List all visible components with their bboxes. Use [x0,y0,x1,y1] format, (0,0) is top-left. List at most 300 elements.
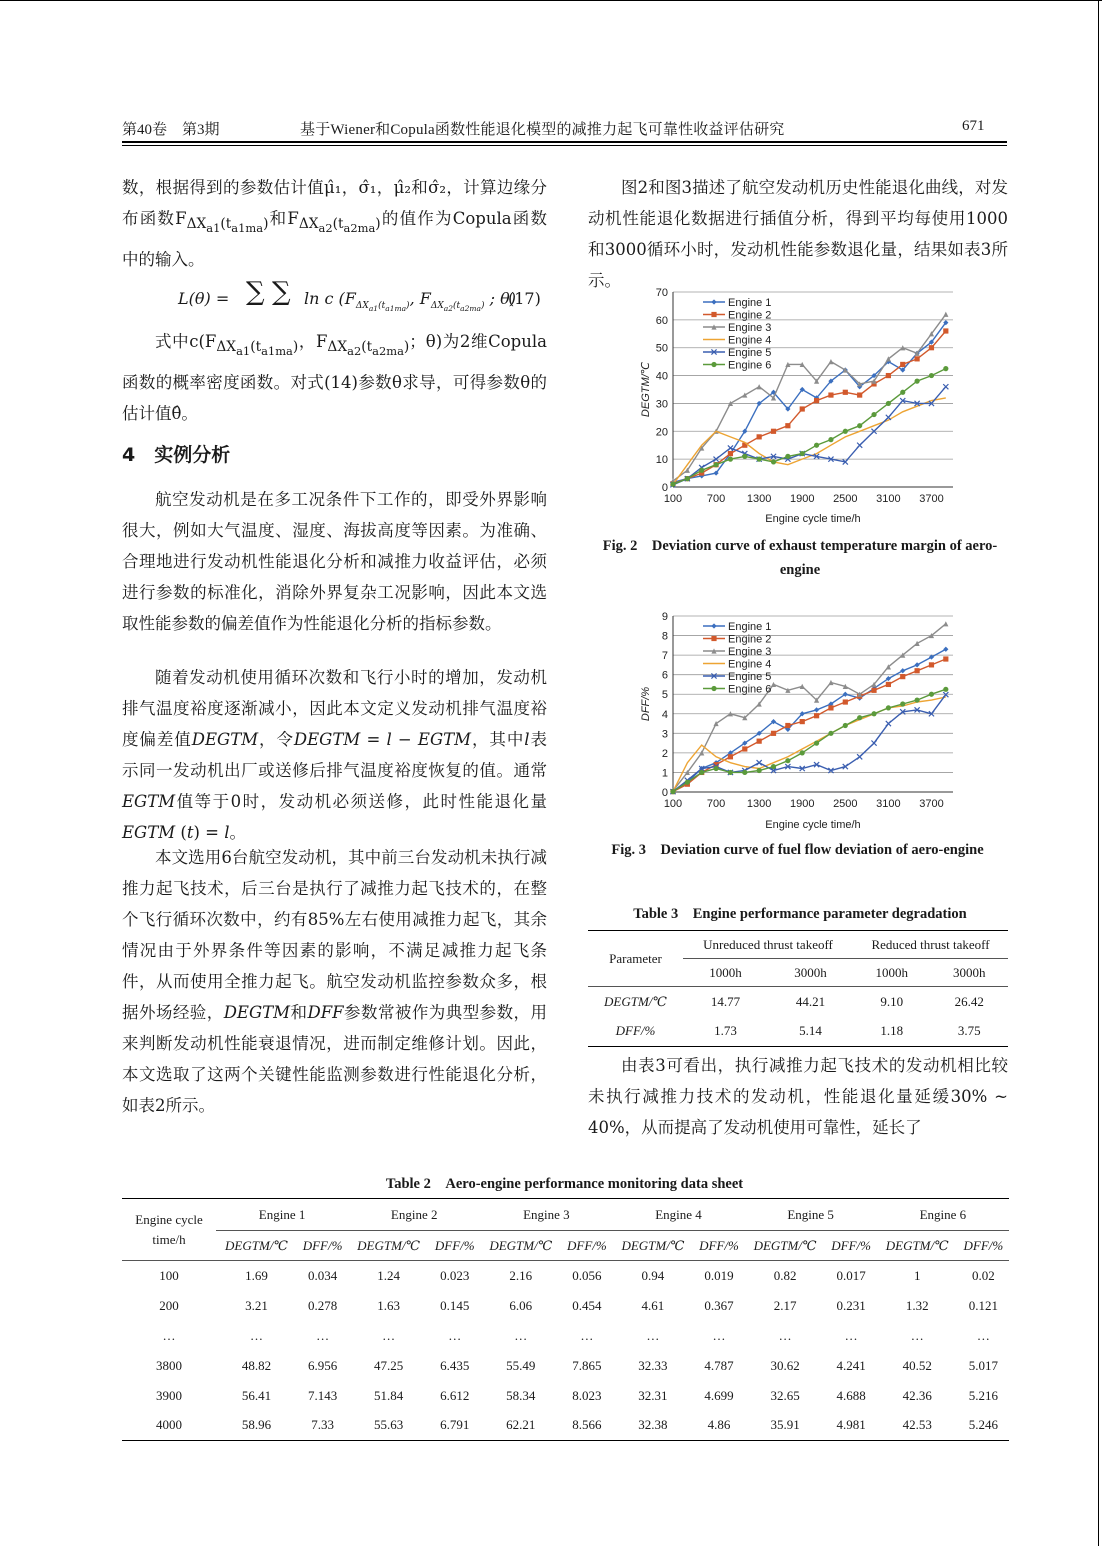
table2-engine-header: Engine 2 [348,1199,480,1231]
table3-cell: 26.42 [954,993,984,1009]
data-point [785,723,790,728]
data-point [711,312,716,317]
table2-engine-header: Engine 6 [877,1199,1009,1231]
data-point [857,443,862,448]
x-tick-label: 700 [706,493,726,505]
data-point [800,719,805,724]
left-paragraph-3: 航空发动机是在多工况条件下工作的，即受外界影响很大，例如大气温度、湿度、海拔高度等因素。为准确、合理地进行发动机性能退化分析和减推力收益评估，必须进行参数的标准化，消除外界复杂工况影响，因此本文选取性能参数的偏差值作为性能退化分析的指标参数。 [122,490,547,633]
left-paragraph-2: 式中$c(F_{\Delta X_{a1}(t_{a1ma})}$，$F_{\Delta X_{a2}(t_{a2ma})}$；θ)为2维Copula函数的概率密度函数。对式(14)参数θ求导，可得参数θ的估计值θ̂。 [122,332,547,424]
table2-engine-header: Engine 4 [612,1199,744,1231]
table2-engine-header: Engine 5 [745,1199,877,1231]
header-rule [122,141,1007,143]
table3-sub: 3000h [794,964,827,980]
table2-subheader: DFF/% [831,1237,871,1253]
table3-group1: Unreduced thrust takeoff [683,931,853,959]
table2-cell: 32.31 [638,1387,668,1403]
table2-cell: 7.143 [307,1387,338,1403]
page-number: 671 [962,118,985,134]
table2-cell: 0.02 [971,1267,995,1283]
table-2 [122,1198,1009,1441]
table2-cell: 6.791 [440,1417,470,1433]
table3-cell: 5.14 [799,1023,822,1039]
equation-lhs: L(θ) = [178,289,230,308]
table2-cell: 4.61 [641,1297,665,1313]
table2-cell: 0.367 [704,1297,734,1313]
table2-cell: 1 [913,1267,921,1283]
legend-label: Engine 6 [728,359,772,372]
y-tick-label: 50 [655,342,668,355]
table2-subheader: DEGTM/℃ [225,1237,288,1253]
table2-subheader: DFF/% [434,1237,475,1253]
legend-label: Engine 1 [728,297,772,309]
series-5 [670,692,948,794]
table2-cell: 3.21 [245,1297,268,1313]
data-point [685,780,690,785]
y-tick-label: 60 [655,314,668,327]
data-point [800,750,805,755]
data-point [929,345,934,350]
data-point [915,697,920,702]
table2-cell: 0.034 [307,1267,338,1283]
data-point [871,741,876,746]
data-point [886,721,891,726]
data-point [728,770,733,775]
legend-entry [703,322,771,334]
table2-cell: 5.216 [968,1387,998,1403]
table2-cell: 42.36 [902,1387,932,1403]
series-3 [670,309,948,484]
data-point [800,451,805,456]
data-point [871,412,876,417]
table3-sub: 3000h [953,964,986,980]
x-tick-label: 2500 [833,798,858,810]
table2-cell: 7.33 [311,1417,334,1433]
table2-cell: 4.86 [707,1417,731,1433]
table2-cell: 58.96 [241,1417,272,1433]
table2-cell: 55.49 [506,1357,536,1373]
data-point [757,739,762,744]
x-tick-label: 100 [663,798,683,810]
table3-sub: 1000h [709,964,742,980]
series-6 [670,687,948,794]
table-row [122,1411,1009,1441]
x-tick-label: 1900 [789,493,815,505]
table2-cell: … [250,1327,263,1343]
table2-cell: 6.435 [440,1357,470,1373]
figure-3-chart [635,610,965,832]
x-tick-label: 3100 [876,798,901,810]
table2-cell: 0.023 [440,1267,470,1283]
table2-subheader: DFF/% [963,1237,1004,1253]
data-point [943,384,948,389]
table2-cell: 4.699 [704,1387,734,1403]
data-point [900,668,905,673]
data-point [713,462,718,467]
table2-subheader: DEGTM/℃ [621,1237,685,1253]
data-point [929,662,934,667]
data-point [857,715,862,720]
data-point [915,668,920,673]
y-tick-label: 30 [655,398,668,411]
table2-cell: … [580,1327,594,1343]
frame-line-right [1098,0,1099,1546]
x-axis-label: Engine cycle time/h [765,819,861,831]
x-tick-label: 2500 [833,493,858,505]
table2-cell: 0.231 [836,1297,866,1313]
table3-cell: 44.21 [795,993,826,1009]
table2-cell: 1.69 [245,1267,268,1283]
data-point [943,687,948,692]
table2-cell: 5.017 [968,1357,998,1373]
table2-subheader: DEGTM/℃ [885,1237,949,1253]
table2-cell: 6.956 [307,1357,338,1373]
series-line [673,387,946,485]
data-point [871,688,876,693]
table2-cell: 0.82 [773,1267,797,1283]
series-6 [670,366,948,487]
header-volume-issue: 第40卷 第3期 [122,122,220,138]
data-point [828,731,833,736]
y-axis-label: DFF/% [640,686,652,722]
data-point [771,731,776,736]
y-axis-label: DEGTM/℃ [640,361,652,418]
table2-cell: 2.17 [773,1297,797,1313]
data-point [843,723,848,728]
data-point [800,406,805,411]
data-point [915,356,920,361]
y-tick-label: 9 [661,611,668,623]
table2-cell: … [162,1327,176,1343]
data-point [886,705,891,710]
table3-cell: 14.77 [710,993,741,1009]
data-point [886,415,891,420]
table2-cell: 40.52 [902,1357,932,1373]
data-point [814,741,819,746]
table2-cell: 1.63 [377,1297,401,1313]
data-point [886,682,891,687]
data-point [771,459,776,464]
table2-cell: … [712,1327,726,1343]
data-point [711,636,716,641]
legend-entry [703,659,771,671]
table2-subheader: DEGTM/℃ [357,1237,421,1253]
x-tick-label: 100 [663,493,683,505]
table2-cell: 58.34 [506,1387,536,1403]
x-tick-label: 1900 [789,798,815,810]
table2-subheader-row [122,1231,1009,1261]
table2-cell: … [778,1327,792,1343]
legend-label: Engine 5 [728,347,772,359]
y-tick-label: 5 [661,689,668,702]
data-point [943,366,948,371]
table-row [122,1351,1009,1381]
table2-cell: … [316,1327,330,1343]
x-tick-label: 3700 [919,798,944,810]
data-point [857,754,862,759]
table2-first-header: Engine cycle time/h [135,1211,203,1247]
table2-cell: 48.82 [241,1357,272,1373]
data-point [943,328,948,333]
table2-cell: 0.454 [572,1297,602,1313]
legend-label: Engine 6 [728,683,772,696]
data-point [943,647,948,652]
series-line [673,398,946,485]
left-paragraph-5: 本文选用6台航空发动机，其中前三台发动机未执行减推力起飞技术，后三台是执行了减推力起飞技术的，在整个飞行循环次数中，约有85%左右使用减推力起飞，其余情况由于外界条件等因素的影响，不满足减推力起飞条件，从而使用全推力起飞。航空发动机监控参数众多，根据外场经验，DEGTM和DFF参数常被作为典型参数，用来判断发动机性能衰退情况，进而制定维修计划。因此，本文选取了这两个关键性能监测参数进行性能退化分析，如表2所示。 [122,848,548,1115]
y-tick-label: 20 [655,426,668,439]
table3-sub: 1000h [875,964,909,980]
equation-number: (17) [508,289,541,308]
right-paragraph-1: 图2和图3描述了航空发动机历史性能退化曲线，对发动机性能退化数据进行插值分析，得到平均每使用1000和3000循环小时，发动机性能参数退化量，结果如表3所示。 [588,178,1008,290]
table3-cell: 9.10 [880,993,904,1009]
data-point [757,434,762,439]
table2-engine-header: Engine 3 [480,1199,612,1231]
table2-cell: 3800 [156,1357,182,1373]
table2-subheader: DFF/% [567,1237,607,1253]
left-paragraph-1: 数，根据得到的参数估计值μ̂₁，σ̂₁，μ̂₂和σ̂₂，计算边缘分布函数$F_{\Delta X_{a1}(t_{a1ma})}$和$F_{\Delta X_{a2}(t_{a2ma})}$的值作为Copula函数中的输入。 [122,178,547,270]
table2-cell: 6.612 [440,1387,470,1403]
data-point [771,429,776,434]
data-point [742,746,747,751]
table2-cell: 4.787 [704,1357,734,1373]
legend-entry [703,684,771,696]
table2-cell: 35.91 [770,1417,800,1433]
legend-label: Engine 1 [728,621,772,633]
y-tick-label: 7 [661,650,668,663]
x-axis-label: Engine cycle time/h [765,513,861,525]
data-point [814,398,819,403]
legend-entry [703,360,771,372]
data-point [900,674,905,679]
data-point [711,299,716,304]
table2-cell: 51.84 [374,1387,404,1403]
figure-3-svg [635,610,965,832]
table2-cell: 8.023 [572,1387,602,1403]
frame-line-top [0,0,1102,1]
data-point [711,362,716,367]
table2-cell: 4000 [156,1417,182,1433]
sum-symbol-k: ∑ [272,277,291,307]
data-point [814,443,819,448]
legend-entry [703,621,771,633]
legend-label: Engine 2 [728,633,772,646]
table2-cell: 30.62 [770,1357,800,1373]
table2-cell: 47.25 [374,1357,404,1373]
legend-label: Engine 5 [728,671,772,683]
table2-cell: 42.53 [902,1417,932,1433]
data-point [828,392,833,397]
x-tick-label: 1300 [746,493,772,505]
table2-cell: 0.121 [968,1297,998,1313]
x-tick-label: 1300 [746,798,772,810]
table-row [122,1291,1009,1321]
data-point [713,766,718,771]
table2-cell: … [646,1327,660,1343]
table3-cell: 1.18 [880,1023,904,1039]
table2-cell: 7.865 [572,1357,602,1373]
table2-cell: … [910,1327,924,1343]
table2-cell: 3900 [156,1387,182,1403]
x-tick-label: 700 [706,798,726,810]
table2-subheader: DFF/% [699,1237,739,1253]
data-point [728,457,733,462]
figure-2-chart [635,286,965,526]
table3-group2: Reduced thrust takeoff [853,931,1008,959]
table2-cell: … [382,1327,396,1343]
data-point [757,457,762,462]
table2-cell: 55.63 [374,1417,404,1433]
y-tick-label: 3 [661,728,668,741]
data-point [843,390,848,395]
table2-cell: 0.019 [704,1267,734,1283]
table2-cell: 200 [159,1297,179,1313]
table2-cell: 0.056 [572,1267,602,1283]
data-point [943,656,948,661]
data-point [742,770,747,775]
y-tick-label: 1 [661,767,668,780]
table2-cell: 32.33 [638,1357,668,1373]
table2-subheader: DFF/% [302,1237,343,1253]
header-rule-thin [122,145,1007,146]
data-point [857,423,862,428]
data-point [814,713,819,718]
y-tick-label: 0 [661,787,668,799]
legend-label: Engine 3 [728,322,772,334]
data-point [915,641,920,646]
y-tick-label: 10 [655,454,668,467]
data-point [828,359,833,364]
table2-engine-header: Engine 1 [216,1199,348,1231]
right-paragraph-2: 由表3可看出，执行减推力起飞技术的发动机相比较未执行减推力技术的发动机，性能退化量延缓30% ~ 40%，从而提高了发动机使用可靠性，延长了 [588,1056,1008,1137]
data-point [711,686,716,691]
data-point [728,754,733,759]
legend-label: Engine 2 [728,309,772,322]
x-tick-label: 3100 [876,493,901,505]
data-point [929,692,934,697]
table2-cell: 0.278 [307,1297,338,1313]
table2-cell: … [976,1327,990,1343]
table-row [122,1261,1009,1291]
table2-cell: 0.017 [836,1267,866,1283]
data-point [929,373,934,378]
data-point [785,758,790,763]
table2-cell: 5.246 [968,1417,998,1433]
y-tick-label: 40 [655,370,668,383]
data-point [915,379,920,384]
y-tick-label: 70 [655,287,668,299]
table2-cell: 32.38 [638,1417,668,1433]
table2-subheader: DEGTM/℃ [489,1237,553,1253]
table3-row-name: DFF/% [615,1023,656,1039]
table2-cell: 32.65 [770,1387,800,1403]
data-point [757,760,762,765]
data-point [670,789,675,794]
data-point [886,401,891,406]
y-tick-label: 2 [661,747,668,760]
table2-cell: 2.16 [509,1267,533,1283]
table3-row-name: DEGTM/℃ [604,993,667,1009]
table3-cell: 3.75 [957,1023,981,1039]
table2-cell: 4.688 [836,1387,866,1403]
legend-entry [703,646,771,658]
table-row [122,1381,1009,1411]
table2-cell: … [844,1327,858,1343]
header-title: 基于Wiener和Copula函数性能退化模型的减推力起飞可靠性收益评估研究 [300,122,785,138]
data-point [900,390,905,395]
table2-cell: 100 [159,1267,179,1283]
data-point [757,384,762,389]
table2-cell: … [448,1327,462,1343]
data-point [871,711,876,716]
equation-body: ln c ($F_{\Delta X_{a1}(t_{a1ma})}$, $F_{\Delta X_{a2}(t_{a2ma})}$ ; θ) [304,289,516,313]
legend-entry [703,297,771,309]
figure-2-caption: Fig. 2 Deviation curve of exhaust temperature margin of aero-engine [602,538,998,578]
data-point [843,699,848,704]
series-1 [670,647,948,794]
data-point [943,621,948,626]
data-point [771,764,776,769]
data-point [757,768,762,773]
left-paragraph-4: 随着发动机使用循环次数和飞行小时的增加，发动机排气温度裕度逐渐减小，因此本文定义发动机排气温度裕度偏差值DEGTM，令DEGTM = l − EGTM，其中l表示同一发动机出厂或送修后排气温度裕度恢复的值。通常EGTM值等于0时，发动机必须送修，此时性能退化量EGTM (t) = l。 [122,668,548,842]
table3-param-header: Parameter [609,950,662,966]
legend-entry [703,671,771,683]
table2-cell: 62.21 [506,1417,536,1433]
table2-cell: 4.981 [836,1417,866,1433]
table-2-title: Table 2 Aero-engine performance monitoring data sheet [385,1176,744,1192]
table2-cell: 6.06 [509,1297,533,1313]
table2-cell: 8.566 [572,1417,602,1433]
y-tick-label: 4 [661,708,668,721]
data-point [670,482,675,487]
data-point [699,770,704,775]
legend-entry [703,335,771,347]
data-point [886,373,891,378]
data-point [943,312,948,317]
table2-cell: … [514,1327,528,1343]
data-point [828,705,833,710]
data-point [814,707,819,712]
table-3-title: Table 3 Engine performance parameter degradation [633,906,967,922]
data-point [900,362,905,367]
x-tick-label: 3700 [919,493,944,505]
y-tick-label: 0 [661,482,668,494]
table2-cell: 1.32 [905,1297,929,1313]
data-point [843,429,848,434]
data-point [728,451,733,456]
table-3 [588,930,1008,1047]
data-point [685,476,690,481]
data-point [742,454,747,459]
data-point [900,701,905,706]
figure-3-caption: Fig. 3 Deviation curve of fuel flow deviation of aero-engine [611,842,984,858]
table2-body [122,1261,1009,1441]
data-point [857,392,862,397]
data-point [915,662,920,667]
data-point [785,454,790,459]
table-row [122,1321,1009,1351]
legend-entry [703,347,771,359]
table2-cell: 4.241 [836,1357,866,1373]
table3-cell: 1.73 [714,1023,737,1039]
table2-cell: 56.41 [241,1387,272,1403]
data-point [785,423,790,428]
y-tick-label: 6 [661,669,668,682]
y-tick-label: 8 [661,630,668,643]
series-4 [673,398,946,485]
figure-2-svg [635,286,965,526]
data-point [828,437,833,442]
data-point [711,623,716,628]
series-1 [670,320,948,485]
